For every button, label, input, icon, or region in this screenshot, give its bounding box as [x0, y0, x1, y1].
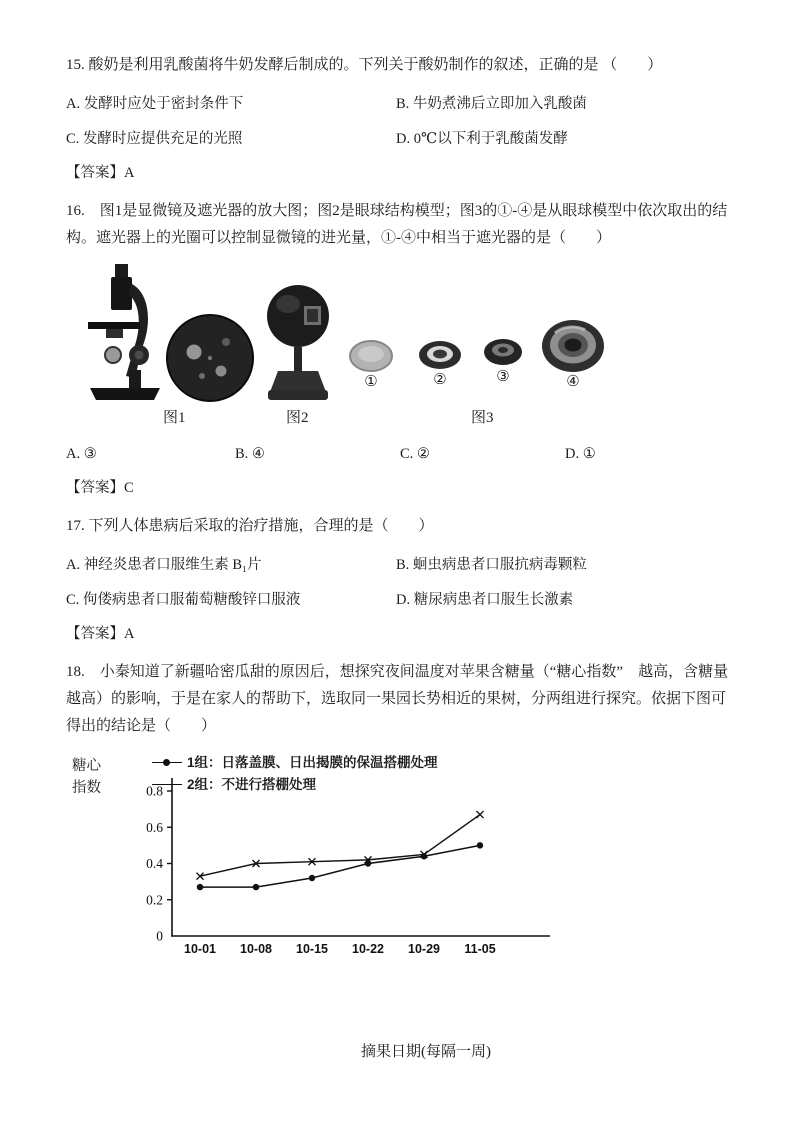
question-16	[66, 198, 730, 497]
line-chart-plot	[114, 754, 584, 979]
question-16-options	[66, 446, 730, 463]
question-17-option-d: D. 糖尿病患者口服生长激素	[396, 592, 574, 608]
svg-text:10-08: 10-08	[240, 942, 272, 956]
structure-2-ring-figure	[418, 340, 462, 370]
question-15-option-b: B. 牛奶煮沸后立即加入乳酸菌	[396, 96, 587, 112]
question-16-option-b: B. ④	[235, 446, 265, 462]
question-17-option-a: A. 神经炎患者口服维生素 B₁片	[66, 557, 262, 573]
structure-1-number: ①	[364, 374, 378, 390]
figure-3-label: 图3	[471, 410, 494, 426]
svg-text:0.8: 0.8	[146, 783, 163, 799]
question-16-option-d: D. ①	[565, 446, 596, 462]
figure-2-label: 图2	[286, 410, 309, 426]
structure-2-number: ②	[433, 372, 447, 388]
svg-text:0.4: 0.4	[146, 856, 163, 871]
structure-4-eyecup-figure	[541, 319, 605, 373]
question-15-option-d: D. 0℃以下利于乳酸菌发酵	[396, 131, 568, 147]
question-16-option-a: A. ③	[66, 446, 97, 462]
question-17-options	[66, 553, 730, 609]
question-17-stem: 17. 下列人体患病后采取的治疗措施，合理的是（ ）	[66, 518, 434, 534]
question-17	[66, 513, 730, 643]
question-18	[66, 659, 730, 1061]
question-17-answer: 【答案】A	[66, 626, 135, 642]
figure-1-label: 图1	[163, 410, 186, 426]
question-16-stem: 16. 图1是显微镜及遮光器的放大图；图2是眼球结构模型；图3的①-④是从眼球模型中依次取出的结构。遮光器上的光圈可以控制显微镜的进光量，①-④中相当于遮光器的是（ ）	[66, 203, 728, 246]
question-15-option-a: A. 发酵时应处于密封条件下	[66, 96, 244, 112]
svg-text:10-29: 10-29	[408, 942, 440, 956]
svg-text:10-01: 10-01	[184, 942, 216, 956]
legend-label-group1: 1组：日落盖膜、日出揭膜的保温搭棚处理	[187, 755, 438, 770]
svg-text:10-15: 10-15	[296, 942, 328, 956]
chart-x-caption: 摘果日期(每隔一周)	[361, 1044, 491, 1060]
svg-text:10-22: 10-22	[352, 942, 384, 956]
svg-text:0.6: 0.6	[146, 819, 163, 835]
question-15-option-c: C. 发酵时应提供充足的光照	[66, 131, 243, 147]
svg-text:0: 0	[156, 928, 163, 944]
question-16-answer: 【答案】C	[66, 480, 134, 496]
question-15-stem: 15. 酸奶是利用乳酸菌将牛奶发酵后制成的。下列关于酸奶制作的叙述，正确的是 （ ）	[66, 57, 663, 73]
question-17-option-b: B. 蛔虫病患者口服抗病毒颗粒	[396, 557, 587, 573]
question-16-figures	[66, 262, 730, 430]
legend-label-group2: 2组：不进行搭棚处理	[187, 776, 317, 792]
y-axis-label-line2: 指数	[72, 779, 101, 796]
question-17-option-c: C. 佝偻病患者口服葡萄糖酸锌口服液	[66, 592, 301, 608]
structure-4-number: ④	[566, 374, 580, 390]
question-16-option-c: C. ②	[400, 446, 430, 462]
structure-3-cup-figure	[483, 338, 523, 366]
eyeball-model-figure	[266, 284, 330, 402]
question-15-answer: 【答案】A	[66, 165, 135, 181]
chart-y-axis-label	[72, 756, 101, 800]
question-18-stem: 18. 小秦知道了新疆哈密瓜甜的原因后，想探究夜间温度对苹果含糖量（“糖心指数” 越高，含糖量越高）的影响，于是在家人的帮助下，选取同一果园长势相近的果树，分两组进行探究。依据下图可得出的结论是（ ）	[66, 664, 729, 734]
diaphragm-disc-figure	[166, 314, 254, 402]
microscope-figure	[82, 262, 168, 402]
svg-text:0.2: 0.2	[146, 892, 163, 908]
svg-text:11-05: 11-05	[464, 942, 496, 956]
question-15	[66, 52, 730, 182]
question-15-options	[66, 92, 730, 148]
sugar-index-chart	[66, 754, 730, 992]
structure-1-lens-figure	[348, 338, 394, 374]
y-axis-label-line1: 糖心	[72, 758, 101, 774]
structure-3-number: ③	[496, 369, 510, 385]
